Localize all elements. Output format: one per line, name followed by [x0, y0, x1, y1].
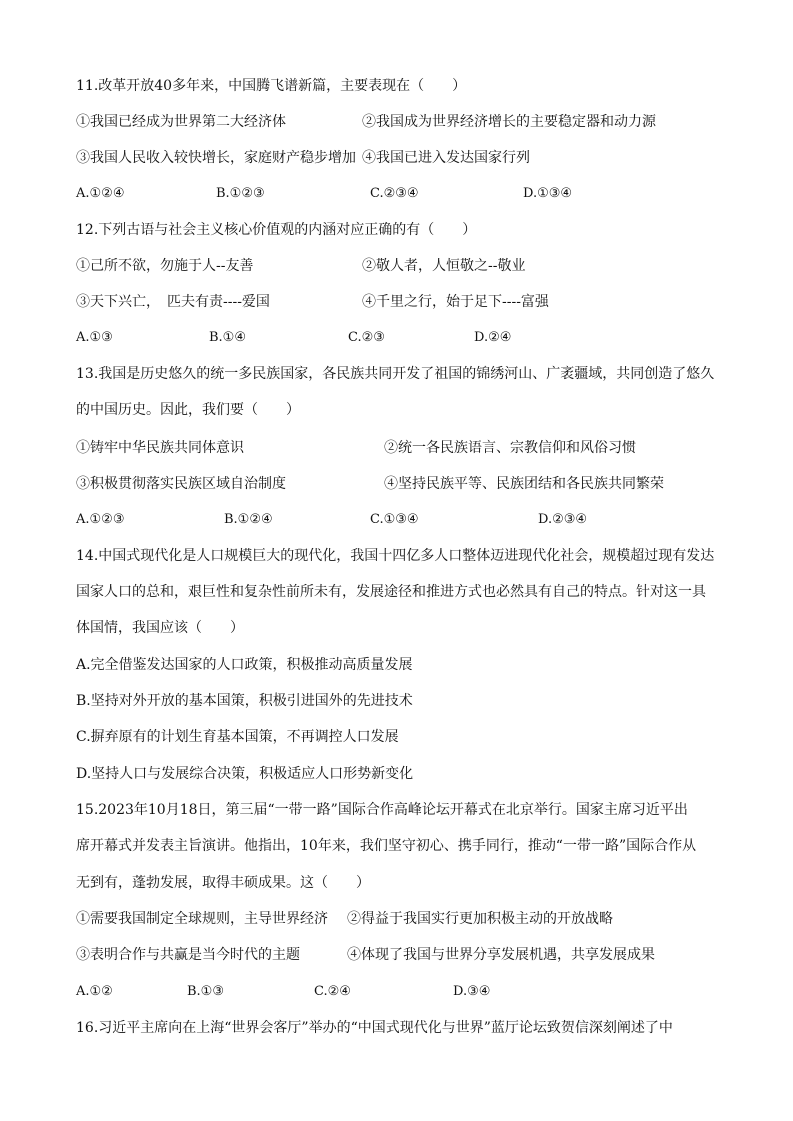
q11-item-2: ②我国成为世界经济增长的主要稳定器和动力源 — [362, 114, 656, 130]
q12-option-d: D.②④ — [474, 330, 512, 345]
q13-item-4: ④坚持民族平等、民族团结和各民族共同繁荣 — [384, 476, 664, 492]
q15-option-a: A.①② — [76, 984, 113, 999]
q13-item-1: ①铸牢中华民族共同体意识 — [76, 440, 244, 456]
q15-item-2: ②得益于我国实行更加积极主动的开放战略 — [347, 911, 613, 927]
q15-stem-line-1: 15.2023年10月18日，第三届“一带一路”国际合作高峰论坛开幕式在北京举行。国家主席习近平出 — [76, 802, 688, 818]
q11-option-a: A.①②④ — [76, 186, 125, 201]
q12-stem: 12.下列古语与社会主义核心价值观的内涵对应正确的有（ ） — [76, 222, 477, 238]
q12-option-b: B.①④ — [209, 330, 246, 345]
q12-item-1: ①己所不欲，勿施于人--友善 — [76, 258, 254, 274]
q11-option-c: C.②③④ — [370, 186, 419, 201]
q11-option-b: B.①②③ — [216, 186, 265, 201]
q11-item-4: ④我国已进入发达国家行列 — [362, 150, 530, 166]
q13-item-3: ③积极贯彻落实民族区域自治制度 — [76, 476, 286, 492]
q15-option-b: B.①③ — [187, 984, 224, 999]
q14-stem-line-2: 国家人口的总和，艰巨性和复杂性前所未有，发展途径和推进方式也必然具有自己的特点。针对这一具 — [76, 584, 706, 600]
q15-item-3: ③表明合作与共赢是当今时代的主题 — [76, 947, 300, 963]
q12-option-a: A.①③ — [76, 330, 113, 345]
q13-stem-line-1: 13.我国是历史悠久的统一多民族国家，各民族共同开发了祖国的锦绣河山、广袤疆域，共同创造了悠久 — [76, 366, 715, 382]
q12-item-3: ③天下兴亡， 匹夫有责----爱国 — [76, 294, 270, 310]
q14-choice-b: B.坚持对外开放的基本国策，积极引进国外的先进技术 — [76, 693, 413, 709]
q11-option-d: D.①③④ — [523, 186, 573, 201]
q11-item-3: ③我国人民收入较快增长，家庭财产稳步增加 — [76, 150, 356, 166]
q14-choice-c: C.摒弃原有的计划生育基本国策，不再调控人口发展 — [76, 729, 399, 745]
q13-option-b: B.①②④ — [224, 512, 273, 527]
q14-stem-line-1: 14.中国式现代化是人口规模巨大的现代化，我国十四亿多人口整体迈进现代化社会，规模超过现有发达 — [76, 548, 715, 564]
q13-item-2: ②统一各民族语言、宗教信仰和风俗习惯 — [384, 440, 636, 456]
q15-option-c: C.②④ — [314, 984, 351, 999]
q12-item-4: ④千里之行，始于足下----富强 — [362, 294, 549, 310]
q14-choice-d: D.坚持人口与发展综合决策，积极适应人口形势新变化 — [76, 766, 414, 782]
q15-option-d: D.③④ — [453, 984, 491, 999]
q14-choice-a: A.完全借鉴发达国家的人口政策，积极推动高质量发展 — [76, 657, 413, 673]
q16-stem-line-1: 16.习近平主席向在上海“世界会客厅”举办的“中国式现代化与世界”蓝厅论坛致贺信深刻阐述了中 — [76, 1020, 673, 1036]
q15-stem-line-2: 席开幕式并发表主旨演讲。他指出，10年来，我们坚守初心、携手同行，推动“一带一路”国际合作从 — [76, 838, 697, 854]
q15-item-4: ④体现了我国与世界分享发展机遇，共享发展成果 — [347, 947, 655, 963]
q13-stem-line-2: 的中国历史。因此，我们要（ ） — [76, 402, 300, 418]
q12-option-c: C.②③ — [348, 330, 385, 345]
q11-item-1: ①我国已经成为世界第二大经济体 — [76, 114, 286, 130]
q13-option-c: C.①③④ — [370, 512, 419, 527]
q13-option-a: A.①②③ — [76, 512, 125, 527]
q15-item-1: ①需要我国制定全球规则，主导世界经济 — [76, 911, 328, 927]
q12-item-2: ②敬人者，人恒敬之--敬业 — [362, 258, 526, 274]
q14-stem-line-3: 体国情，我国应该（ ） — [76, 620, 244, 636]
q15-stem-line-3: 无到有，蓬勃发展，取得丰硕成果。这（ ） — [76, 875, 370, 891]
q11-stem: 11.改革开放40多年来，中国腾飞谱新篇，主要表现在（ ） — [76, 78, 467, 94]
q13-option-d: D.②③④ — [538, 512, 588, 527]
